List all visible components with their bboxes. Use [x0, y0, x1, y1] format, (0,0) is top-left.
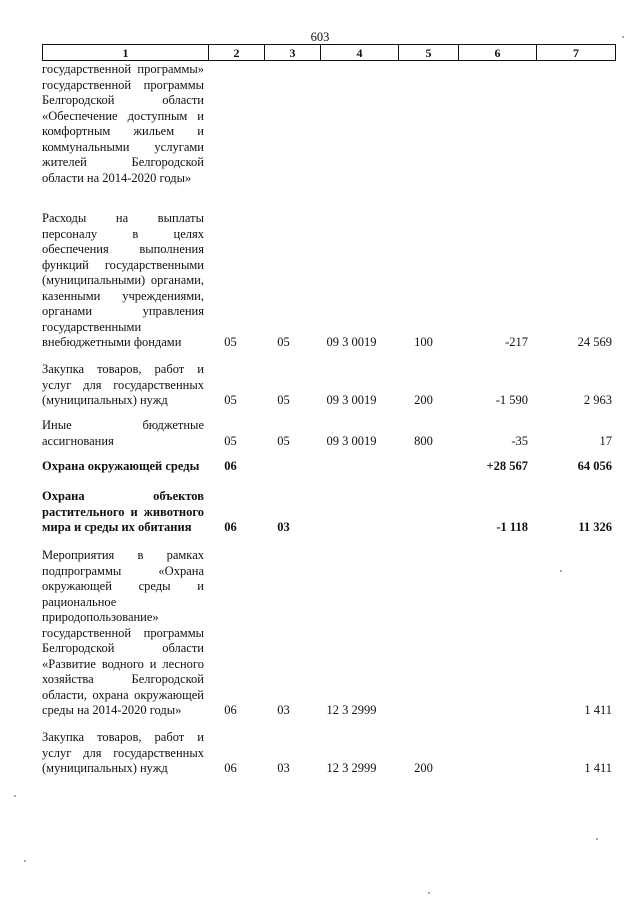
table-row [42, 418, 616, 449]
row-col-4: 09 3 0019 [326, 335, 377, 349]
row-col-2: 05 [224, 433, 237, 448]
row-col-2: 06 [224, 761, 237, 775]
row-col-2: 06 [224, 520, 237, 534]
header-col-1: 1 [43, 45, 209, 60]
row-description: Закупка товаров, работ и услуг для государственных (муниципальных) нужд [42, 362, 204, 407]
page-number: 603 [310, 30, 330, 44]
row-col-7: 1 411 [584, 761, 612, 775]
row-col-5: 100 [414, 335, 433, 349]
row-col-2: 05 [224, 335, 237, 349]
table-row [42, 548, 616, 719]
row-col-3: 05 [277, 433, 290, 448]
scan-speck [14, 795, 16, 797]
scan-speck [428, 892, 430, 894]
row-col-7: 24 569 [577, 335, 612, 349]
row-col-5: 200 [414, 393, 433, 407]
header-col-5: 5 [399, 45, 459, 60]
table-row [42, 730, 616, 777]
header-col-6: 6 [459, 45, 537, 60]
row-col-6: -1 590 [495, 393, 528, 407]
header-col-4: 4 [321, 45, 399, 60]
scan-speck [560, 570, 562, 572]
row-col-4: 09 3 0019 [326, 393, 377, 407]
header-col-2: 2 [209, 45, 265, 60]
row-col-3: 03 [277, 761, 290, 775]
row-col-2: 06 [224, 459, 237, 473]
row-description: Закупка товаров, работ и услуг для государственных (муниципальных) нужд [42, 730, 204, 775]
row-col-5: 800 [414, 433, 433, 448]
row-col-7: 17 [599, 433, 612, 448]
row-description: Мероприятия в рамках подпрограммы «Охрана окружающей среды и рациональное природопользование» государственной программы Белгородской области «Развитие водного и лесного хозяйства Белгородской области, охрана окружающей среды на 2014-2020 годы» [42, 548, 204, 717]
row-col-4: 09 3 0019 [326, 433, 377, 448]
table-row [42, 489, 616, 536]
scan-speck [24, 860, 26, 862]
row-col-7: 11 326 [578, 520, 612, 534]
row-description: Иные бюджетные ассигнования [42, 418, 204, 448]
row-col-7: 1 411 [584, 703, 612, 717]
row-col-6: -217 [505, 335, 528, 349]
row-description: Охрана окружающей среды [42, 459, 200, 473]
table-header [42, 44, 616, 61]
row-col-3: 03 [277, 703, 290, 717]
table-row [42, 459, 616, 475]
row-description: Расходы на выплаты персоналу в целях обеспечения выполнения функций государственными (муниципальными) органами, казенными учреждениями, органами управления государственными внебюджетными фондами [42, 211, 204, 349]
table-row [42, 211, 616, 351]
row-col-7: 64 056 [577, 459, 612, 473]
row-col-3: 03 [277, 520, 290, 534]
row-col-7: 2 963 [583, 393, 612, 407]
row-description: Охрана объектов растительного и животного мира и среды их обитания [42, 489, 204, 534]
row-col-3: 05 [277, 335, 290, 349]
row-col-5: 200 [414, 761, 433, 775]
scan-speck [622, 36, 624, 38]
table-row [42, 362, 616, 409]
row-description: государственной программы» государственной программы Белгородской области «Обеспечение доступным и комфортным жильем и коммунальными услугами жителей Белгородской области на 2014-2020 годы» [42, 62, 204, 185]
row-col-6: -35 [511, 433, 528, 448]
row-col-2: 05 [224, 393, 237, 407]
row-col-6: +28 567 [486, 459, 528, 473]
header-col-3: 3 [265, 45, 321, 60]
row-col-4: 12 3 2999 [326, 761, 377, 775]
row-col-3: 05 [277, 393, 290, 407]
table-row [42, 62, 616, 186]
row-col-6: -1 118 [496, 520, 528, 534]
header-col-7: 7 [573, 46, 579, 60]
row-col-4: 12 3 2999 [326, 703, 377, 717]
row-col-2: 06 [224, 703, 237, 717]
scan-speck [596, 838, 598, 840]
